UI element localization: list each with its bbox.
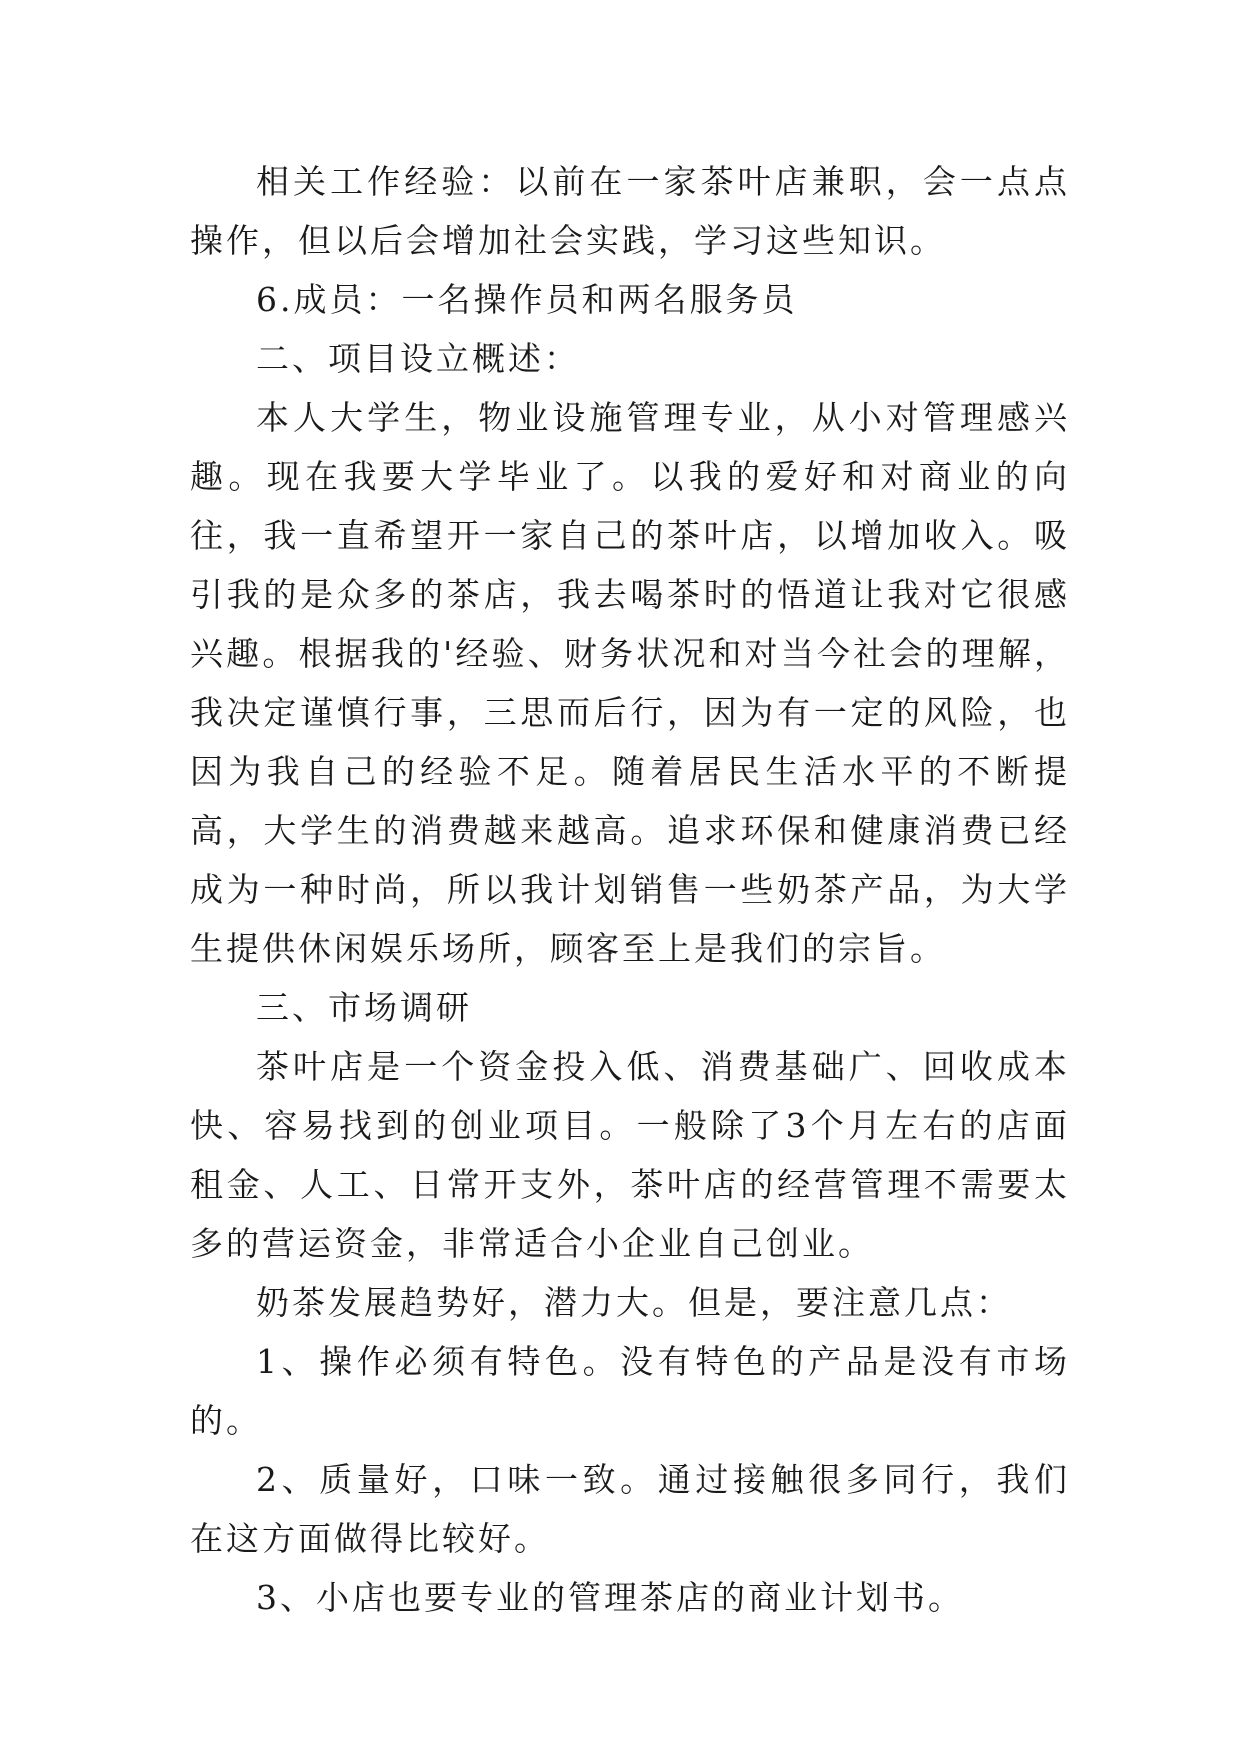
section-heading-project-overview: 二、项目设立概述：: [256, 339, 580, 378]
paragraph-trend-intro: 奶茶发展趋势好，潜力大。但是，要注意几点：: [256, 1283, 1012, 1322]
section-heading-market-research: 三、市场调研: [256, 988, 472, 1027]
paragraph-project-overview: 本人大学生，物业设施管理专业，从小对管理感兴趣。现在我要大学毕业了。以我的爱好和对商业的向往，我一直希望开一家自己的茶叶店，以增加收入。吸引我的是众多的茶店，我去喝茶时的悟道让我对它很感兴趣。根据我的'经验、财务状况和对当今社会的理解，我决定谨慎行事，三思而后行，因为有一定的风险，也因为我自己的经验不足。随着居民生活水平的不断提高，大学生的消费越来越高。追求环保和健康消费已经成为一种时尚，所以我计划销售一些奶茶产品，为大学生提供休闲娱乐场所，顾客至上是我们的宗旨。: [190, 398, 1070, 968]
paragraph-members: 6.成员：一名操作员和两名服务员: [256, 280, 798, 319]
list-item-point-1: 1、操作必须有特色。没有特色的产品是没有市场的。: [190, 1342, 1070, 1440]
document-body: [190, 152, 1070, 1627]
list-item-point-3: 3、小店也要专业的管理茶店的商业计划书。: [256, 1578, 964, 1617]
paragraph-market-research: 茶叶店是一个资金投入低、消费基础广、回收成本快、容易找到的创业项目。一般除了3个月左右的店面租金、人工、日常开支外，茶叶店的经营管理不需要太多的营运资金，非常适合小企业自己创业。: [190, 1047, 1070, 1263]
list-item-point-2: 2、质量好，口味一致。通过接触很多同行，我们在这方面做得比较好。: [190, 1460, 1070, 1558]
paragraph-work-experience: 相关工作经验：以前在一家茶叶店兼职，会一点点操作，但以后会增加社会实践，学习这些知识。: [190, 162, 1070, 260]
